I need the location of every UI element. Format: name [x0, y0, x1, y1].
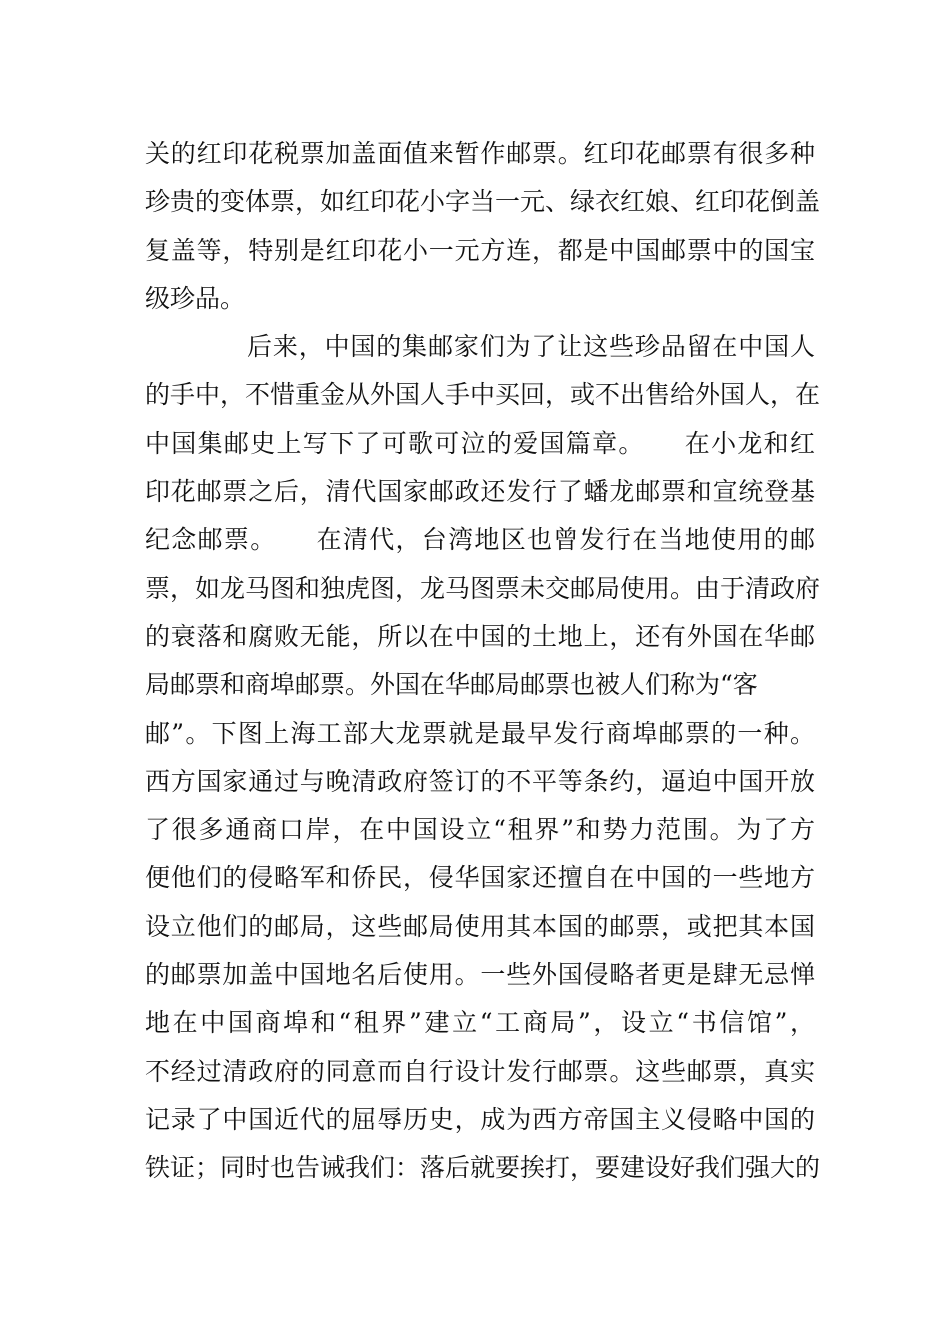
text-line: 的邮票加盖中国地名后使用。一些外国侵略者更是肆无忌惮: [145, 960, 815, 990]
text-line: 局邮票和商埠邮票。外国在华邮局邮票也被人们称为“客: [145, 670, 758, 700]
text-line: 中国集邮史上写下了可歌可泣的爱国篇章。 在小龙和红: [145, 428, 815, 458]
text-line: 邮”。下图上海工部大龙票就是最早发行商埠邮票的一种。: [145, 718, 815, 748]
text-line: 级珍品。: [145, 283, 246, 313]
text-line: 便他们的侵略军和侨民，侵华国家还擅自在中国的一些地方: [145, 863, 815, 893]
text-line: 的衰落和腐败无能，所以在中国的土地上，还有外国在华邮: [145, 621, 815, 651]
text-line: 纪念邮票。 在清代，台湾地区也曾发行在当地使用的邮: [145, 525, 815, 555]
text-line: 铁证；同时也告诫我们：落后就要挨打，要建设好我们强大的: [145, 1153, 821, 1183]
text-line: 复盖等，特别是红印花小一元方连，都是中国邮票中的国宝: [145, 235, 815, 265]
text-line: 票，如龙马图和独虎图，龙马图票未交邮局使用。由于清政府: [145, 573, 821, 603]
text-line: 的手中，不惜重金从外国人手中买回，或不出售给外国人，在: [145, 380, 821, 410]
text-line: 珍贵的变体票，如红印花小字当一元、绿衣红娘、红印花倒盖: [145, 187, 821, 217]
text-line: 印花邮票之后，清代国家邮政还发行了蟠龙邮票和宣统登基: [145, 477, 815, 507]
text-line: 地在中国商埠和“租界”建立“工商局”，设立“书信馆”，: [145, 1008, 815, 1038]
text-line: 关的红印花税票加盖面值来暂作邮票。红印花邮票有很多种: [145, 139, 815, 168]
text-line: 后来，中国的集邮家们为了让这些珍品留在中国人: [247, 332, 815, 362]
text-line: 记录了中国近代的屈辱历史，成为西方帝国主义侵略中国的: [145, 1104, 815, 1134]
text-line: 不经过清政府的同意而自行设计发行邮票。这些邮票，真实: [145, 1056, 815, 1086]
text-line: 西方国家通过与晚清政府签订的不平等条约，逼迫中国开放: [145, 766, 815, 796]
body-text: [145, 130, 821, 1193]
text-line: 设立他们的邮局，这些邮局使用其本国的邮票，或把其本国: [145, 911, 815, 941]
text-line: 了很多通商口岸，在中国设立“租界”和势力范围。为了方: [145, 815, 815, 845]
